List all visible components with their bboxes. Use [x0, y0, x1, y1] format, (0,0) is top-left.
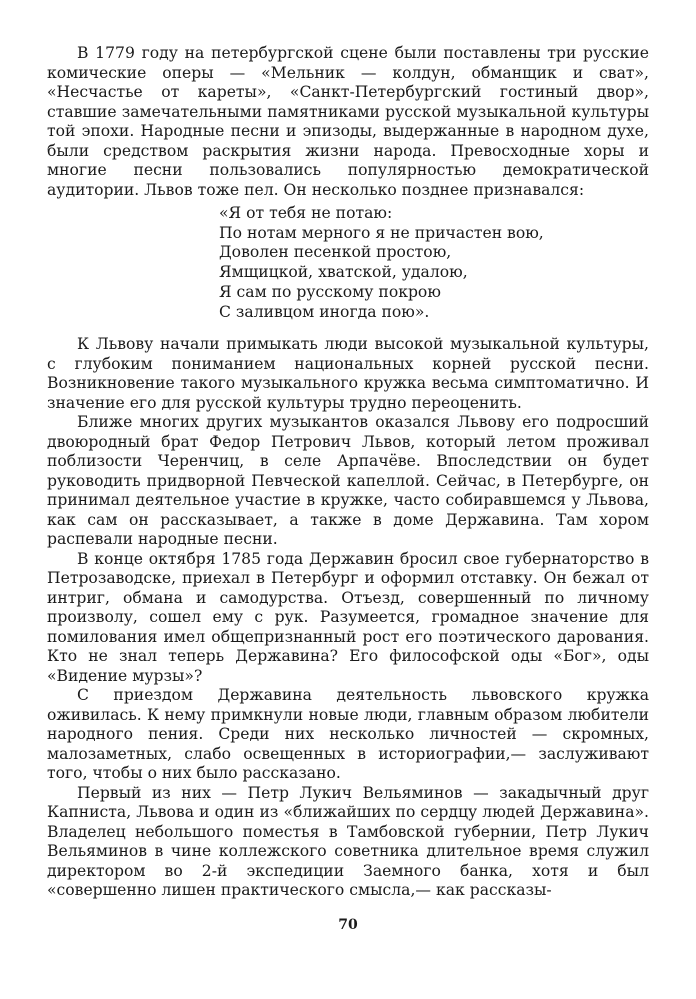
text-column [47, 44, 649, 901]
paragraph-derzhavin: В конце октября 1785 года Державин бросил свое губернаторство в Петрозаводске, приехал в Петербург и оформил отставку. Он бежал от интриг, обмана и самодурства. Отъезд, совершенный по личному произволу, сошел ему с рук. Разумеется, громадное значение для помилования имел общепризнанный рост его поэтического дарования. Кто не знал теперь Державина? Его философской оды «Бог», оды «Видение мурзы»? [47, 549, 649, 685]
paragraph-opera: В 1779 году на петербургской сцене были поставлены три русские комические оперы — «Мельник — колдун, обманщик и сват», «Несчастье от кареты», «Санкт-Петербургский гостиный двор», ставшие замечательными памятниками русской музыкальной культуры той эпохи. Народные песни и эпизоды, выдержанные в народном духе, были средством раскрытия жизни народа. Превосходные хоры и многие песни пользовались популярностью демократической аудитории. Львов тоже пел. Он несколько позднее признавался: [47, 44, 649, 199]
page-number: 70 [338, 917, 358, 933]
verse-line: По нотам мерного я не причастен вою, [219, 223, 544, 242]
verse-line: Доволен песенкой простою, [219, 243, 452, 262]
paragraph-velyaminov: Первый из них — Петр Лукич Вельяминов — закадычный друг Капниста, Львова и один из «ближайших по сердцу людей Державина». Владелец небольшого поместья в Тамбовской губернии, Петр Лукич Вельяминов в чине коллежского советника длительное время служил директором во 2-й экспедиции Заемного банка, хотя и был «совершенно лишен практического смысла,— как рассказы- [47, 783, 649, 900]
verse-line: «Я от тебя не потаю: [219, 204, 393, 222]
verse-quote [219, 204, 649, 322]
paragraph-circle: К Львову начали примыкать люди высокой музыкальной культуры, с глубоким пониманием национальных корней русской песни. Возникновение такого музыкального кружка весьма симптоматично. И значение его для русской культуры трудно переоценить. [47, 335, 649, 412]
verse-line: С заливцом иногда пою». [219, 302, 430, 321]
paragraph-new-members: С приездом Державина деятельность львовского кружка оживилась. К нему примкнули новые люди, главным образом любители народного пения. Среди них несколько личностей — скромных, малозаметных, слабо освещенных в историографии,— заслуживают того, чтобы о них было рассказано. [47, 686, 649, 783]
verse-line: Я сам по русскому покрою [219, 282, 441, 301]
verse-line: Ямщицкой, хватской, удалою, [219, 263, 468, 282]
paragraph-fedor-lvov: Ближе многих других музыкантов оказался Львову его подросший двоюродный брат Федор Петрович Львов, который летом проживал поблизости Черенчиц, в селе Арпачёве. Впоследствии он будет руководить придворной Певческой капеллой. Сейчас, в Петербурге, он принимал деятельное участие в кружке, часто собиравшемся у Львова, как сам он рассказывает, а также в доме Державина. Там хором распевали народные песни. [47, 413, 649, 549]
